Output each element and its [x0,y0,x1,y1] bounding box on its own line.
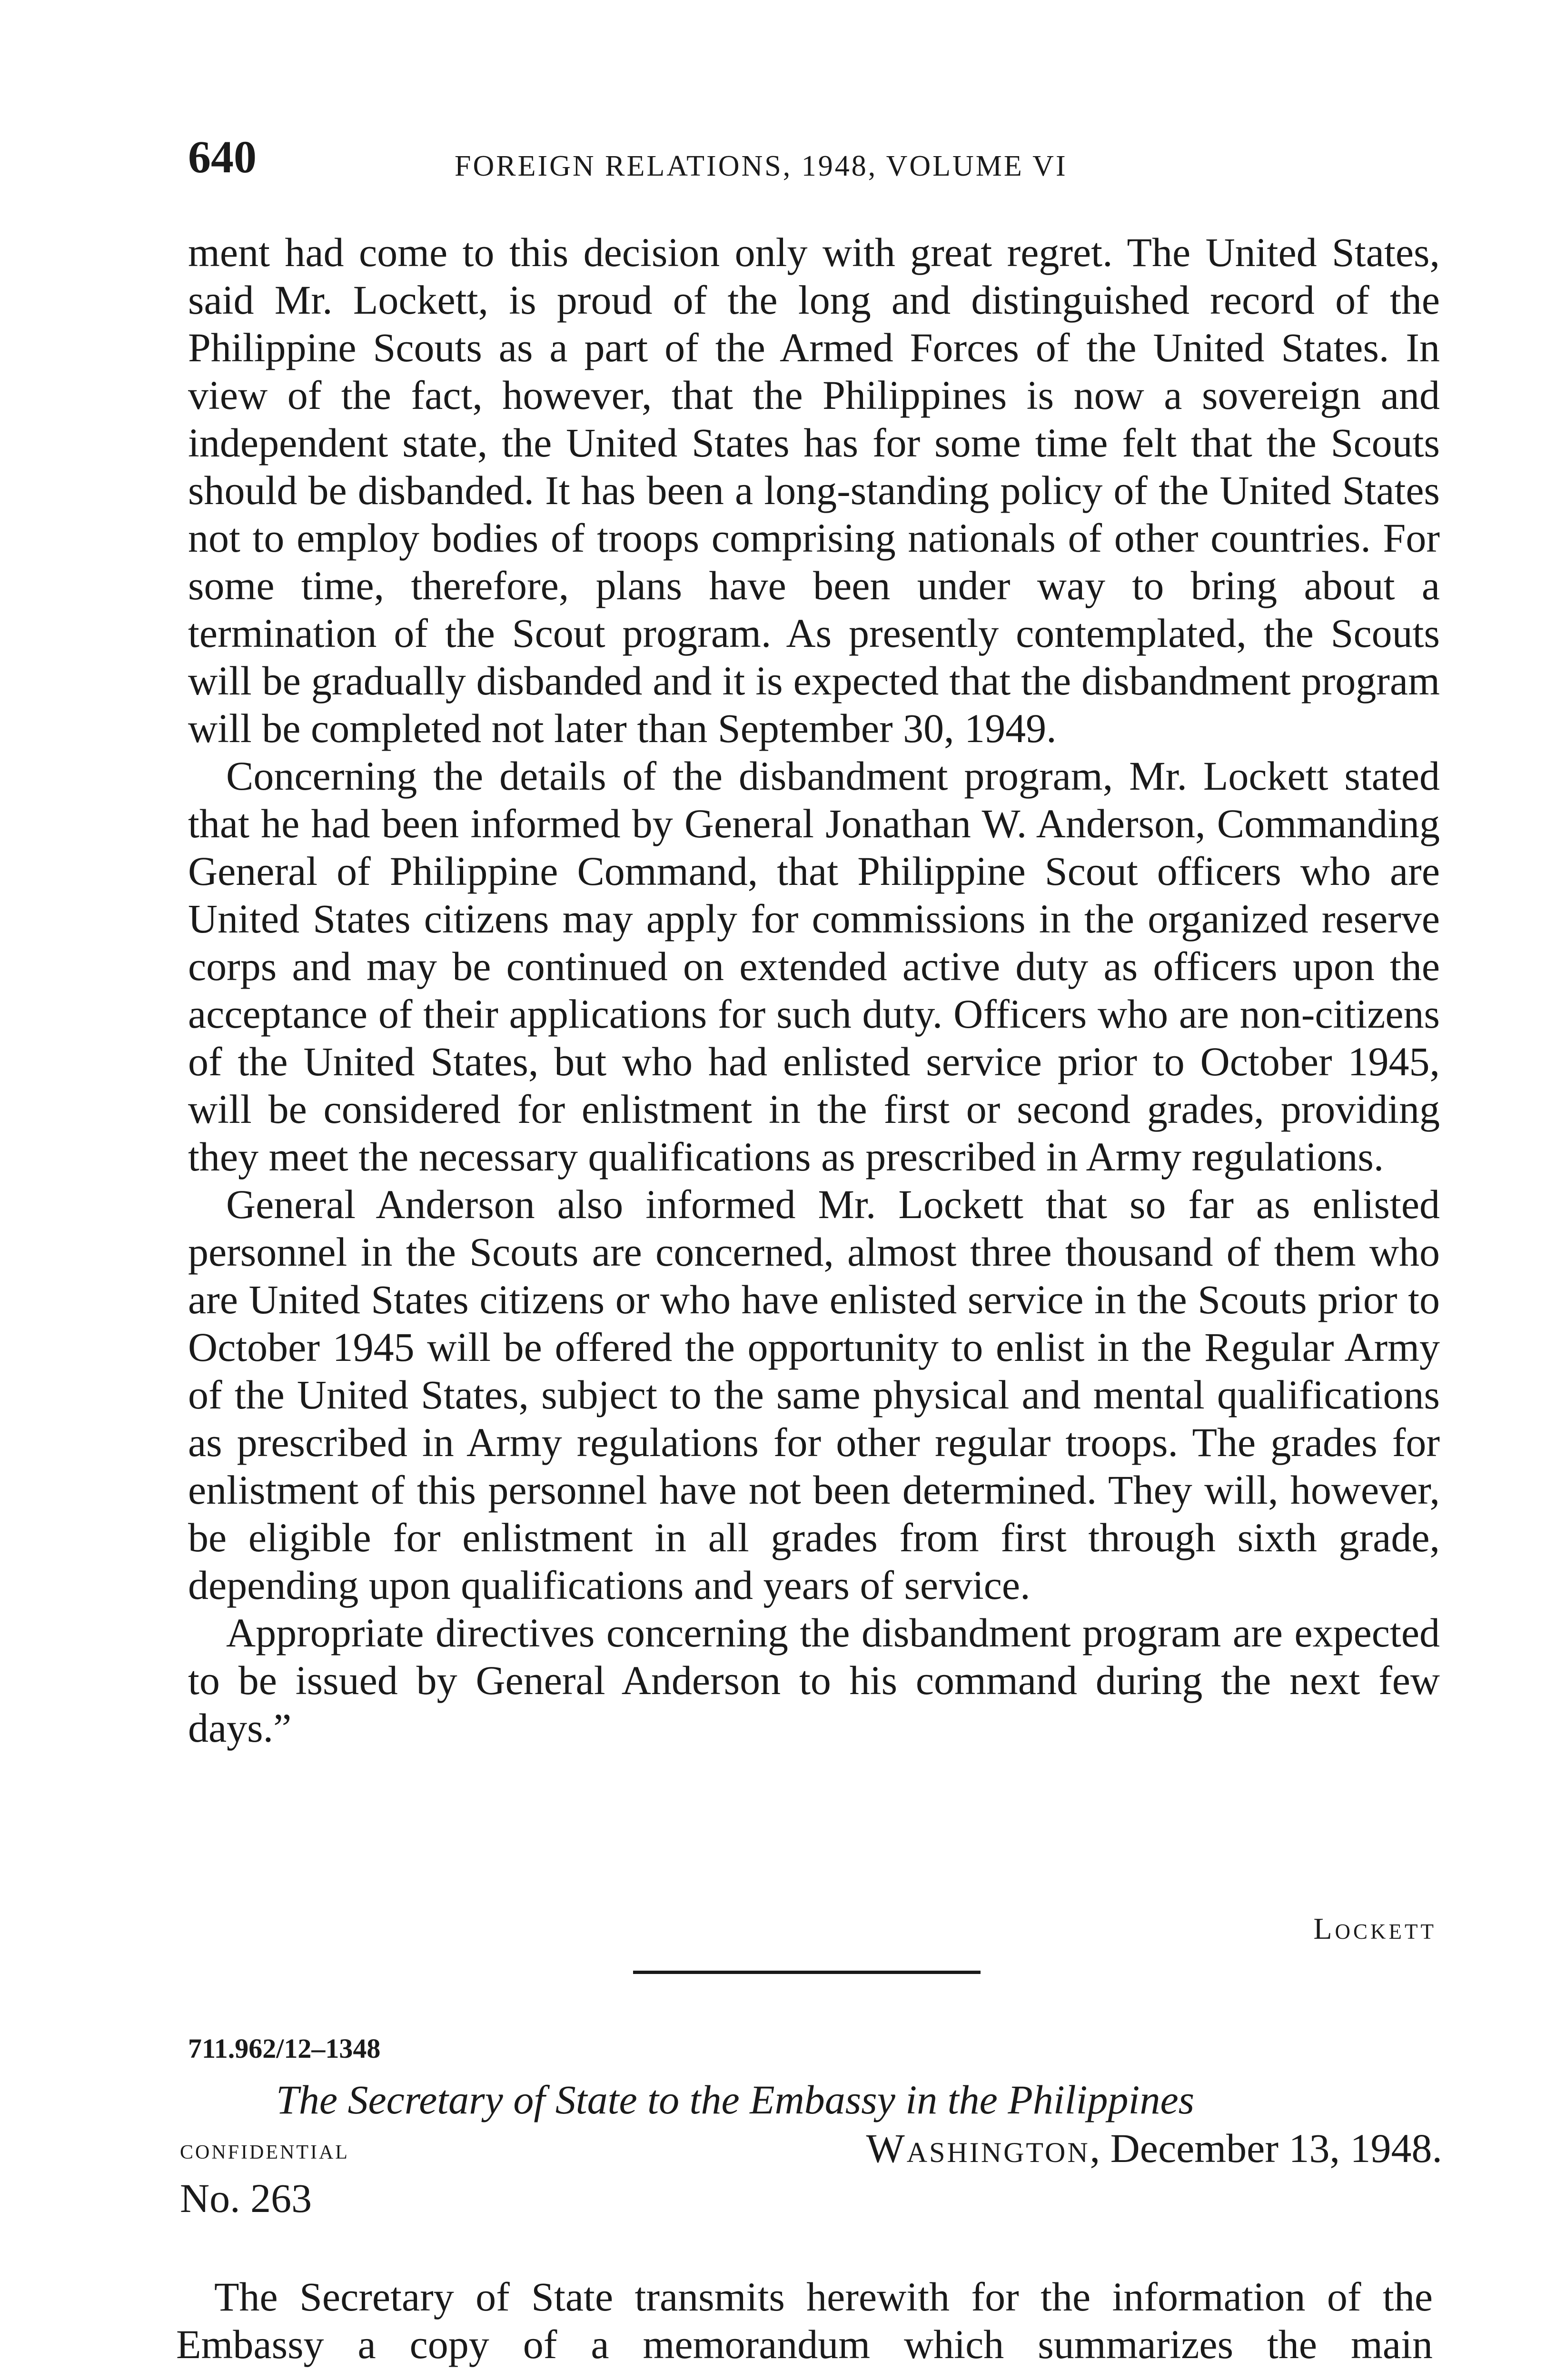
dateline-place: Washington [866,2125,1090,2171]
paragraph: General Anderson also informed Mr. Lockett that so far as enlisted personnel in the Scouts are concerned, almost three thousand of them who are United States citizens or who have enlisted service in the Scouts prior to October 1945 will be offered the opportunity to enlist in the Regular Army of the United States, subject to the same physical and mental qualifications as prescribed in Army regulations for other regular troops. The grades for enlistment of this personnel have not been determined. They will, however, be eligible for enlistment in all grades from first through sixth grade, depending upon qualifications and years of service. [188,1181,1440,1608]
file-number: 711.962/12–1348 [188,2033,381,2064]
document-opening [176,2273,1433,2368]
signature: Lockett [1313,1912,1437,1945]
dateline [866,2125,1442,2171]
paragraph: Appropriate directives concerning the disbandment program are expected to be issued by General Anderson to his command during the next few days.” [188,1610,1440,1751]
paragraph: Concerning the details of the disbandment program, Mr. Lockett stated that he had been informed by General Jonathan W. Anderson, Commanding General of Philippine Command, that Philippine Scout officers who are United States citizens may apply for commissions in the organized reserve corps and may be continued on extended active duty as officers upon the acceptance of their applications for such duty. Officers who are non-citizens of the United States, but who had enlisted service prior to October 1945, will be considered for enlistment in the first or second grades, providing they meet the necessary qualifications as prescribed in Army regulations. [188,753,1440,1180]
document-number: No. 263 [180,2175,312,2221]
section-divider [633,1971,981,1974]
page-number: 640 [188,131,257,182]
document-title: The Secretary of State to the Embassy in the Philippines [276,2077,1195,2122]
paragraph: The Secretary of State transmits herewith for the information of the Embassy a copy of a memorandum which summarizes the main [176,2274,1433,2367]
dateline-date: , December 13, 1948. [1090,2125,1442,2171]
body-text [188,228,1440,1752]
paragraph-continued: ment had come to this decision only with great regret. The United States, said Mr. Lockett, is proud of the long and distinguished record of the Philippine Scouts as a part of the Armed Forces of the United States. In view of the fact, however, that the Philippines is now a sovereign and independent state, the United States has for some time felt that the Scouts should be disbanded. It has been a long-standing policy of the United States not to employ bodies of troops comprising nationals of other countries. For some time, therefore, plans have been under way to bring about a termination of the Scout program. As presently contemplated, the Scouts will be gradually disbanded and it is expected that the disbandment program will be completed not later than September 30, 1949. [188,229,1440,751]
running-title: FOREIGN RELATIONS, 1948, VOLUME VI [455,150,1068,182]
classification: confidential [180,2133,349,2165]
